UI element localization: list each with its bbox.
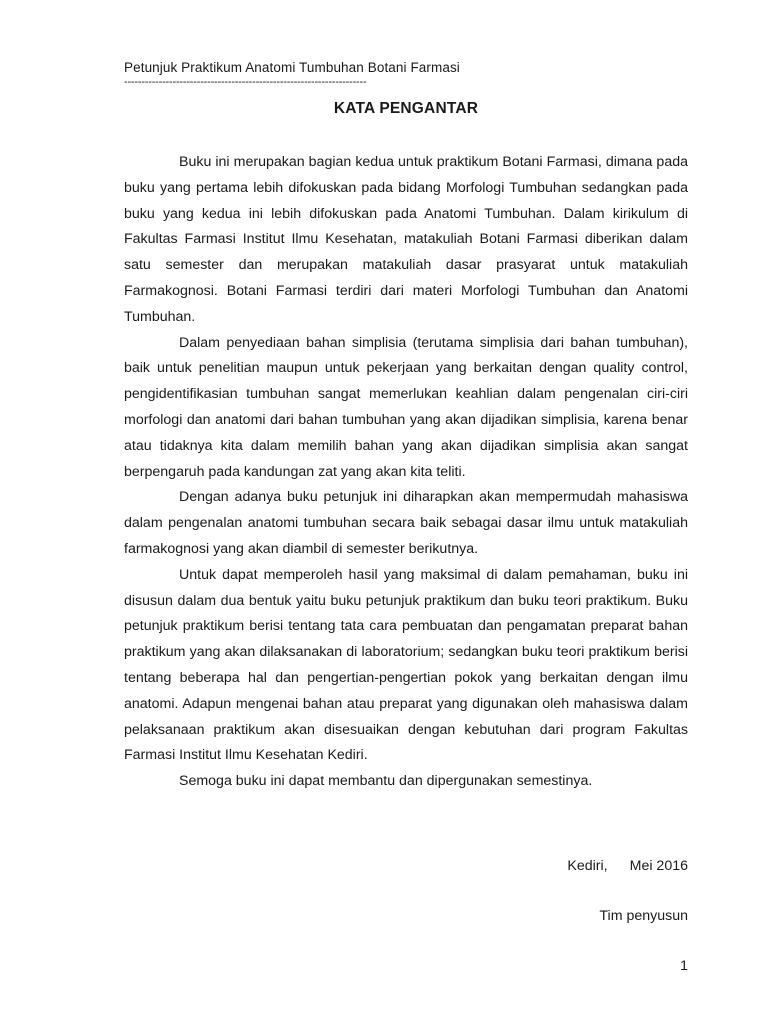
- paragraph-1: Buku ini merupakan bagian kedua untuk praktikum Botani Farmasi, dimana pada buku yang pertama lebih difokuskan pada bidang Morfologi Tumbuhan sedangkan pada buku yang kedua ini lebih difokuskan pada Anatomi Tumbuhan. Dalam kirikulum di Fakultas Farmasi Institut Ilmu Kesehatan, matakuliah Botani Farmasi diberikan dalam satu semester dan merupakan matakuliah dasar prasyarat untuk matakuliah Farmakognosi. Botani Farmasi terdiri dari materi Morfologi Tumbuhan dan Anatomi Tumbuhan.: [124, 154, 688, 325]
- paragraph-3: Dengan adanya buku petunjuk ini diharapkan akan mempermudah mahasiswa dalam pengenalan anatomi tumbuhan secara baik sebagai dasar ilmu untuk matakuliah farmakognosi yang akan diambil di semester berikutnya.: [124, 489, 688, 557]
- paragraph-4: Untuk dapat memperoleh hasil yang maksimal di dalam pemahaman, buku ini disusun dalam dua bentuk yaitu buku petunjuk praktikum dan buku teori praktikum. Buku petunjuk praktikum berisi tentang tata cara pembuatan dan pengamatan preparat bahan praktikum yang akan dilaksanakan di laboratorium; sedangkan buku teori praktikum berisi tentang beberapa hal dan pengertian-pengertian pokok yang berkaitan dengan ilmu anatomi. Adapun mengenai bahan atau preparat yang digunakan oleh mahasiswa dalam pelaksanaan praktikum akan disesuaikan dengan kebutuhan dari program Fakultas Farmasi Institut Ilmu Kesehatan Kediri.: [124, 566, 688, 764]
- place-and-date: [567, 858, 688, 874]
- header-dashed-rule: ----------------------------------------------------------------------: [124, 76, 367, 88]
- closing-date: Mei 2016: [629, 858, 688, 874]
- page-title: KATA PENGANTAR: [333, 100, 479, 117]
- author-signature: Tim penyusun: [599, 908, 688, 924]
- paragraph-2: Dalam penyediaan bahan simplisia (terutama simplisia dari bahan tumbuhan), baik untuk penelitian maupun untuk pekerjaan yang berkaitan dengan quality control, pengidentifikasian tumbuhan sangat memerlukan keahlian dalam pengenalan ciri-ciri morfologi dan anatomi dari bahan tumbuhan yang akan dijadikan simplisia, karena benar atau tidaknya kita dalam memilih bahan yang akan dijadikan simplisia akan sangat berpengaruh pada kandungan zat yang akan kita teliti.: [124, 334, 688, 480]
- foreword-body: [124, 150, 688, 795]
- running-header: Petunjuk Praktikum Anatomi Tumbuhan Botani Farmasi: [124, 60, 460, 75]
- paragraph-5: Semoga buku ini dapat membantu dan dipergunakan semestinya.: [179, 773, 593, 790]
- closing-place: Kediri,: [567, 858, 608, 874]
- page-number: 1: [680, 958, 688, 974]
